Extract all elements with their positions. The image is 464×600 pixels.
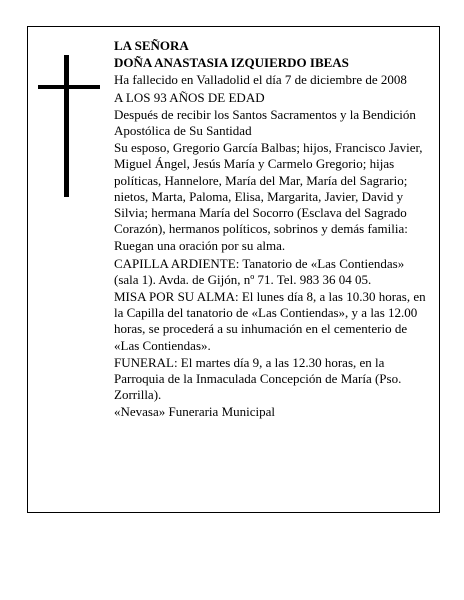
chapel-info: CAPILLA ARDIENTE: Tanatorio de «Las Contiendas» (sala 1). Avda. de Gijón, nº 71. Tel. 983 36 04 05. [114, 255, 405, 287]
cross-horizontal-bar [38, 85, 100, 89]
death-statement: Ha fallecido en Valladolid el día 7 de diciembre de 2008 [114, 72, 407, 88]
latin-cross-icon [38, 55, 100, 197]
mass-info: MISA POR SU ALMA: El lunes día 8, a las 10.30 horas, en la Capilla del tanatorio de «Las Contiendas», y a las 12.00 horas, se procederá a su inhumación en el cementerio de «Las Contiendas». [114, 289, 426, 353]
obituary-text [114, 38, 430, 422]
funeral-home: «Nevasa» Funeraria Municipal [114, 404, 276, 420]
notice-title: LA SEÑORA [114, 38, 189, 53]
sacraments-statement: Después de recibir los Santos Sacramentos y la Bendición Apostólica de Su Santidad [114, 106, 416, 139]
funeral-info: FUNERAL: El martes día 9, a las 12.30 horas, en la Parroquia de la Inmaculada Concepción de María (Pso. Zorrilla). [114, 354, 402, 403]
prayer-request: Ruegan una oración por su alma. [114, 238, 286, 254]
family-list: Su esposo, Gregorio García Balbas; hijos, Francisco Javier, Miguel Ángel, Jesús María y Carmelo Gregorio; hijas políticas, Hannelore, María del Mar, María del Sagrario; nietos, Marta, Paloma, Elisa, Margarita, Javier, David y Silvia; hermana María del Socorro (Esclava del Sagrado Corazón), hermanos políticos, sobrinos y demás familia: [114, 140, 423, 237]
cross-vertical-bar [64, 55, 69, 197]
deceased-name: DOÑA ANASTASIA IZQUIERDO IBEAS [114, 55, 349, 71]
age-statement: A LOS 93 AÑOS DE EDAD [114, 89, 265, 105]
